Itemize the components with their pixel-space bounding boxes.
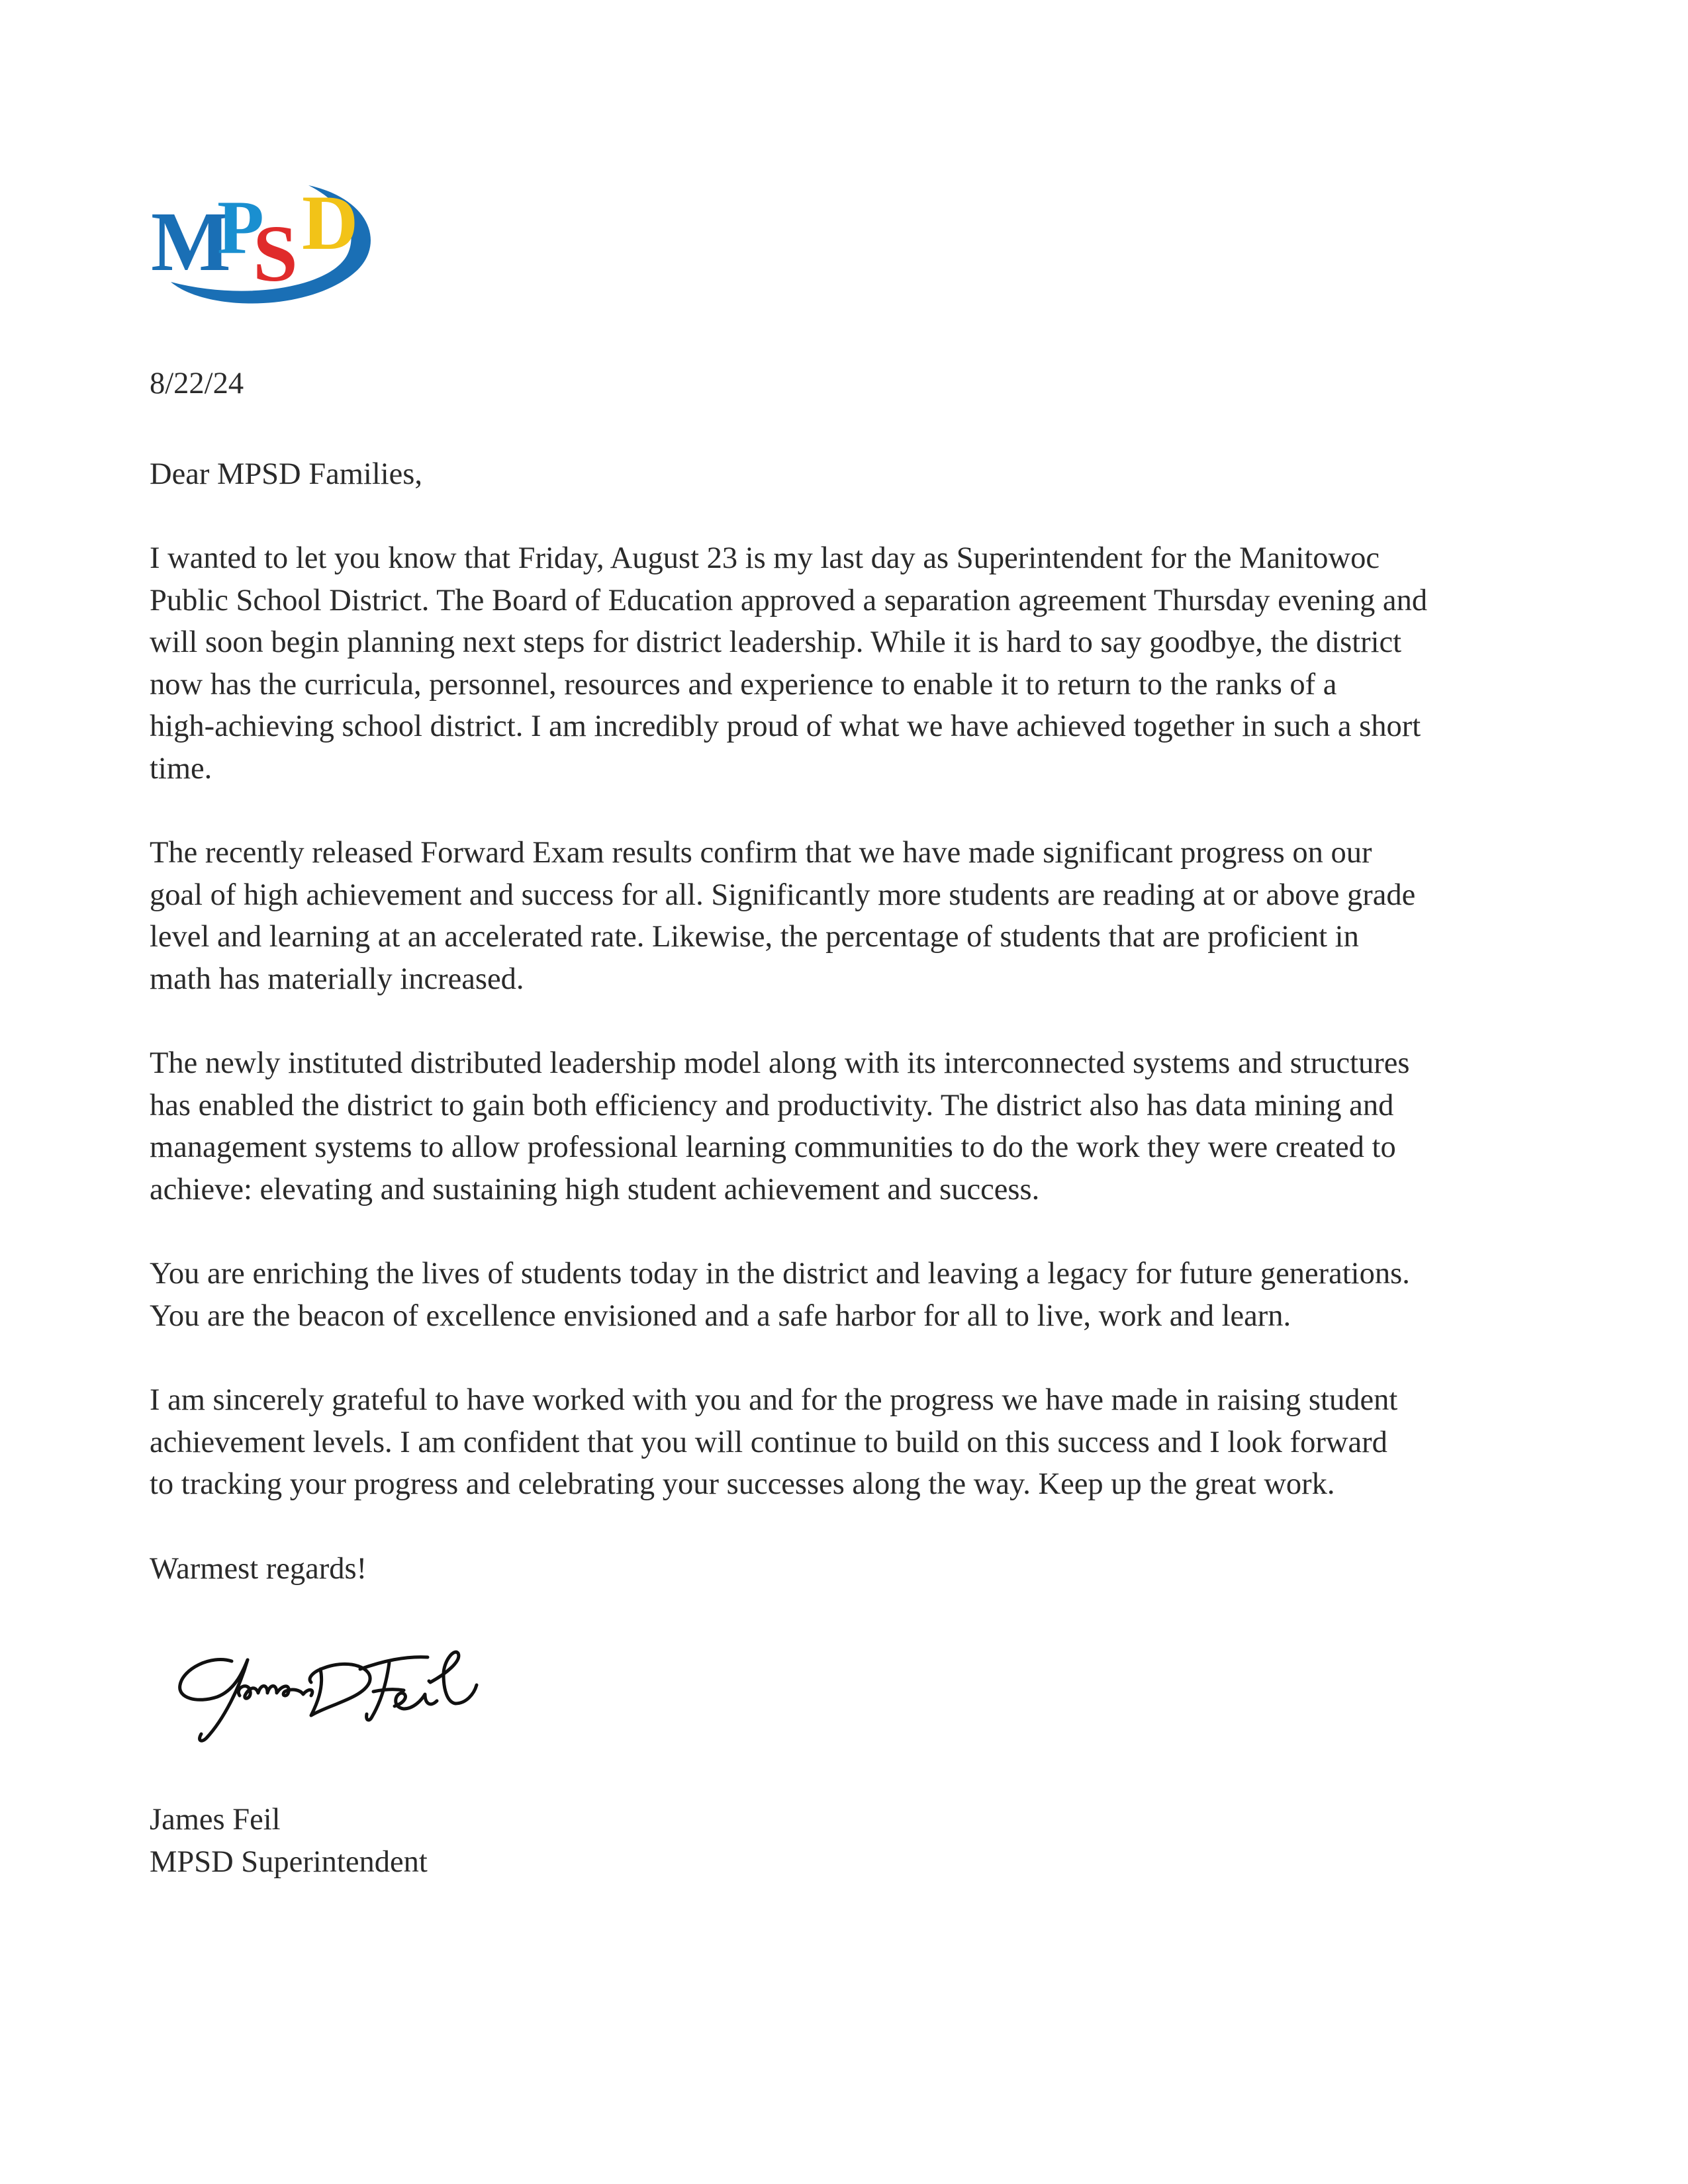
- svg-text:M: M: [151, 195, 231, 289]
- svg-text:S: S: [253, 209, 298, 298]
- text-line: goal of high achievement and success for all. Significantly more students are reading at or above grade: [150, 878, 1416, 912]
- letter-date: 8/22/24: [150, 367, 244, 400]
- body-paragraph-3: [150, 1042, 1560, 1210]
- text-line: You are enriching the lives of students today in the district and leaving a legacy for future generations.: [150, 1257, 1410, 1291]
- body-paragraph-4: [150, 1253, 1560, 1337]
- handwritten-signature: [171, 1635, 515, 1747]
- text-line: high-achieving school district. I am incredibly proud of what we have achieved together in such a short: [150, 709, 1421, 743]
- text-line: now has the curricula, personnel, resources and experience to enable it to return to the ranks of a: [150, 667, 1337, 702]
- mpsd-logo: [147, 171, 385, 316]
- text-line: The newly instituted distributed leadership model along with its interconnected systems and structures: [150, 1046, 1410, 1080]
- letter-body: [150, 363, 1560, 1590]
- svg-text:P: P: [217, 185, 264, 270]
- text-line: achieve: elevating and sustaining high student achievement and success.: [150, 1172, 1040, 1206]
- mpsd-logo-graphic: [147, 171, 385, 316]
- signer-name: James Feil: [150, 1803, 281, 1837]
- text-line: I wanted to let you know that Friday, August 23 is my last day as Superintendent for the Manitowoc: [150, 541, 1380, 575]
- signer-block: [150, 1799, 428, 1883]
- text-line: achievement levels. I am confident that you will continue to build on this success and I look forward: [150, 1425, 1387, 1459]
- signature-graphic: [171, 1635, 515, 1747]
- letter-greeting: Dear MPSD Families,: [150, 457, 423, 491]
- text-line: will soon begin planning next steps for district leadership. While it is hard to say goodbye, the district: [150, 625, 1402, 659]
- text-line: management systems to allow professional learning communities to do the work they were created to: [150, 1130, 1396, 1164]
- body-paragraph-2: [150, 832, 1560, 1000]
- svg-text:D: D: [302, 179, 359, 266]
- text-line: Public School District. The Board of Education approved a separation agreement Thursday evening and: [150, 583, 1428, 617]
- text-line: to tracking your progress and celebrating your successes along the way. Keep up the great work.: [150, 1467, 1335, 1501]
- text-line: level and learning at an accelerated rate. Likewise, the percentage of students that are proficient in: [150, 920, 1359, 954]
- text-line: math has materially increased.: [150, 962, 524, 996]
- body-paragraph-1: [150, 537, 1560, 790]
- text-line: I am sincerely grateful to have worked with you and for the progress we have made in raising student: [150, 1383, 1398, 1417]
- text-line: has enabled the district to gain both efficiency and productivity. The district also has data mining and: [150, 1088, 1394, 1122]
- text-line: time.: [150, 751, 212, 786]
- body-paragraph-5: [150, 1379, 1560, 1506]
- text-line: You are the beacon of excellence envisioned and a safe harbor for all to live, work and learn.: [150, 1298, 1291, 1333]
- signer-title: MPSD Superintendent: [150, 1844, 428, 1879]
- letter-closing: Warmest regards!: [150, 1551, 367, 1586]
- text-line: The recently released Forward Exam results confirm that we have made significant progress on our: [150, 836, 1372, 870]
